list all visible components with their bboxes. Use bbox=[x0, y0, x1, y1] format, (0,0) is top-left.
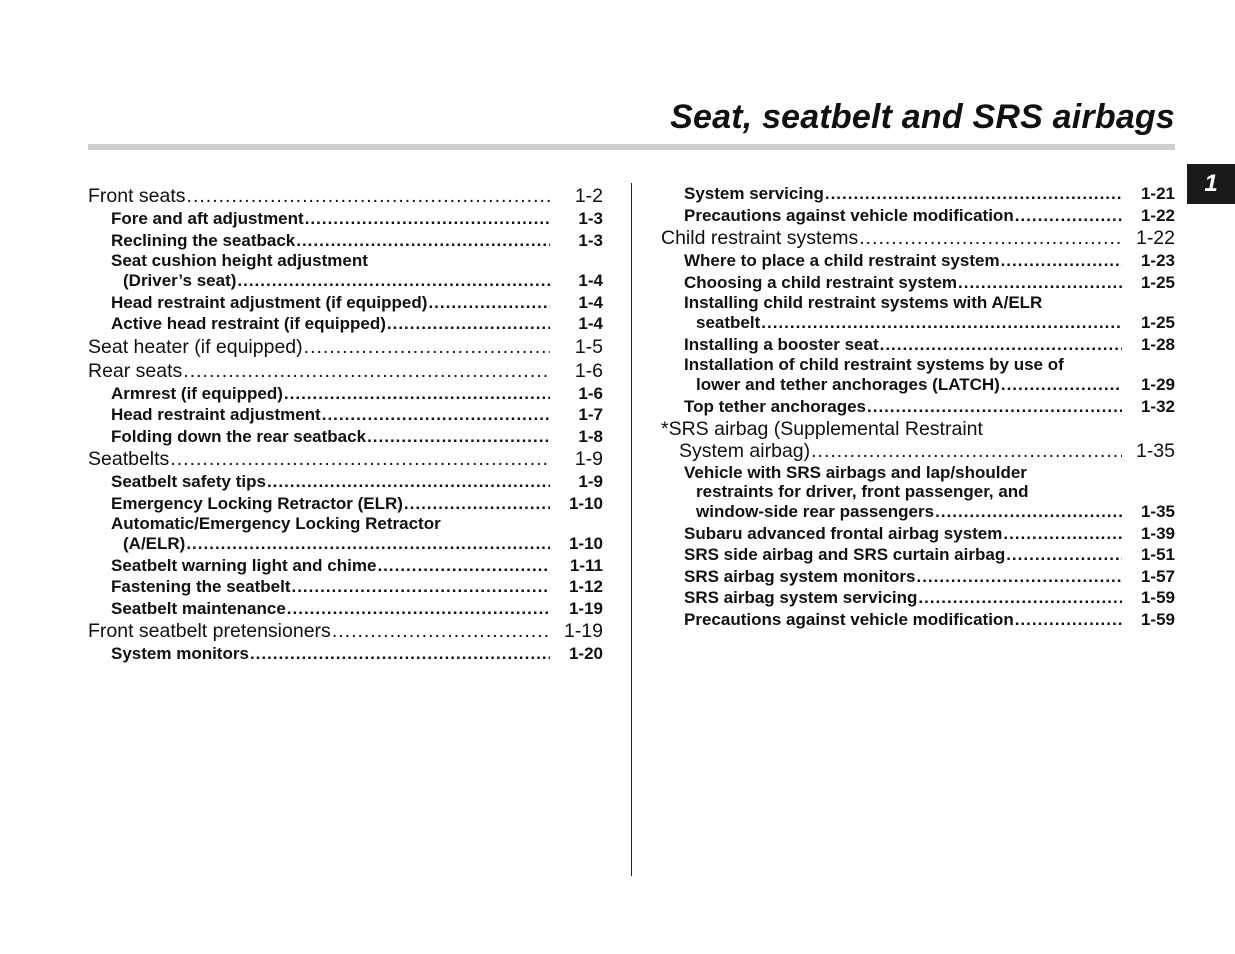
dot-leader bbox=[183, 360, 550, 383]
toc-entry[interactable] bbox=[88, 426, 603, 448]
toc-entry-title: Choosing a child restraint system bbox=[684, 272, 958, 292]
dot-leader bbox=[287, 598, 550, 620]
toc-page-number: 1-9 bbox=[578, 472, 603, 491]
toc-page-number: 1-25 bbox=[1140, 313, 1175, 332]
toc-entry-title: SRS side airbag and SRS curtain airbag bbox=[684, 545, 1006, 564]
toc-entry-title: Head restraint adjustment bbox=[111, 405, 321, 424]
toc-entry[interactable] bbox=[88, 292, 603, 314]
toc-entry[interactable] bbox=[88, 493, 603, 515]
toc-page-number: 1-12 bbox=[568, 577, 603, 596]
toc-entry[interactable] bbox=[88, 576, 603, 598]
dot-leader bbox=[267, 471, 550, 493]
dot-leader bbox=[918, 587, 1122, 609]
dot-leader bbox=[867, 396, 1122, 418]
toc-page-number: 1-10 bbox=[568, 534, 603, 553]
toc-right-column bbox=[661, 183, 1175, 630]
toc-page-number: 1-35 bbox=[1135, 440, 1175, 462]
dot-leader bbox=[1001, 374, 1122, 396]
toc-page-number: 1-3 bbox=[578, 209, 603, 228]
toc-entry-title: Seatbelt warning light and chime bbox=[111, 555, 377, 575]
toc-page-number: 1-19 bbox=[568, 598, 603, 618]
toc-entry-title: Seatbelt safety tips bbox=[111, 472, 266, 491]
toc-entry-title: Where to place a child restraint system bbox=[684, 251, 1000, 270]
toc-entry[interactable] bbox=[88, 598, 603, 620]
toc-page-number: 1-11 bbox=[569, 555, 603, 575]
toc-page-number: 1-19 bbox=[563, 620, 603, 642]
toc-entry[interactable] bbox=[661, 396, 1175, 418]
toc-entry[interactable] bbox=[661, 609, 1175, 631]
dot-leader bbox=[322, 404, 550, 426]
dot-leader bbox=[880, 334, 1122, 356]
toc-entry-title-line: Seat cushion height adjustment bbox=[111, 251, 368, 270]
dot-leader bbox=[377, 555, 550, 577]
toc-page-number: 1-4 bbox=[578, 314, 603, 333]
toc-entry-title: Front seatbelt pretensioners bbox=[88, 620, 331, 642]
chapter-title: Seat, seatbelt and SRS airbags bbox=[670, 98, 1175, 136]
toc-page-number: 1-6 bbox=[574, 359, 603, 382]
toc-entry[interactable] bbox=[88, 643, 603, 665]
toc-page-number: 1-51 bbox=[1140, 545, 1175, 564]
toc-entry-title: SRS airbag system servicing bbox=[684, 588, 918, 607]
toc-page-number: 1-2 bbox=[574, 185, 603, 207]
toc-entry-title: (A/ELR) bbox=[123, 534, 186, 553]
dot-leader bbox=[187, 185, 550, 208]
toc-entry-title: SRS airbag system monitors bbox=[684, 566, 916, 586]
toc-entry[interactable] bbox=[88, 471, 603, 493]
toc-entry[interactable] bbox=[661, 418, 1175, 463]
toc-entry[interactable] bbox=[88, 185, 603, 208]
toc-page-number: 1-4 bbox=[578, 271, 603, 290]
toc-page-number: 1-57 bbox=[1140, 566, 1175, 586]
dot-leader bbox=[1001, 250, 1122, 272]
chapter-number-tab: 1 bbox=[1187, 164, 1235, 204]
toc-entry-title: Seatbelt maintenance bbox=[111, 598, 286, 618]
toc-entry[interactable] bbox=[88, 208, 603, 230]
toc-entry[interactable] bbox=[661, 183, 1175, 205]
toc-page-number: 1-22 bbox=[1135, 227, 1175, 249]
toc-entry-title: Front seats bbox=[88, 185, 186, 207]
toc-entry-title: seatbelt bbox=[696, 313, 761, 332]
toc-entry[interactable] bbox=[661, 587, 1175, 609]
toc-entry[interactable] bbox=[661, 205, 1175, 227]
toc-entry[interactable] bbox=[661, 293, 1175, 334]
toc-page-number: 1-28 bbox=[1140, 334, 1175, 354]
toc-entry[interactable] bbox=[88, 251, 603, 292]
toc-entry-title: Subaru advanced frontal airbag system bbox=[684, 523, 1003, 543]
toc-entry[interactable] bbox=[661, 227, 1175, 250]
dot-leader bbox=[250, 643, 550, 665]
toc-entry[interactable] bbox=[661, 463, 1175, 523]
dot-leader bbox=[859, 227, 1122, 250]
toc-entry-title: Installing a booster seat bbox=[684, 334, 879, 354]
toc-page-number: 1-25 bbox=[1140, 272, 1175, 292]
toc-entry-title-line: restraints for driver, front passenger, and bbox=[696, 482, 1029, 501]
toc-page-number: 1-35 bbox=[1140, 502, 1175, 521]
toc-entry-title: Fore and aft adjustment bbox=[111, 209, 304, 228]
toc-entry-title: Precautions against vehicle modification bbox=[684, 609, 1014, 629]
toc-page-number: 1-5 bbox=[574, 335, 603, 358]
dot-leader bbox=[761, 312, 1122, 334]
toc-left-column bbox=[88, 185, 603, 665]
toc-entry-title-line: Vehicle with SRS airbags and lap/shoulder bbox=[684, 463, 1027, 482]
toc-entry-title: Seat heater (if equipped) bbox=[88, 335, 303, 358]
toc-entry-title: System airbag) bbox=[679, 440, 811, 462]
dot-leader bbox=[1006, 544, 1122, 566]
dot-leader bbox=[296, 230, 550, 252]
dot-leader bbox=[305, 208, 550, 230]
dot-leader bbox=[825, 183, 1122, 205]
toc-entry[interactable] bbox=[661, 250, 1175, 272]
toc-entry-title: Top tether anchorages bbox=[684, 396, 866, 416]
toc-entry-title-line: *SRS airbag (Supplemental Restraint bbox=[661, 418, 983, 440]
toc-page-number: 1-7 bbox=[578, 405, 603, 424]
dot-leader bbox=[916, 566, 1122, 588]
dot-leader bbox=[170, 448, 550, 471]
toc-entry-title: Folding down the rear seatback bbox=[111, 426, 367, 446]
toc-entry-title: Active head restraint (if equipped) bbox=[111, 314, 386, 333]
toc-entry[interactable] bbox=[88, 360, 603, 383]
dot-leader bbox=[237, 270, 550, 292]
toc-entry[interactable] bbox=[88, 555, 603, 577]
dot-leader bbox=[186, 533, 550, 555]
toc-page-number: 1-8 bbox=[578, 426, 603, 446]
toc-page-number: 1-59 bbox=[1140, 609, 1175, 629]
toc-entry-title: Fastening the seatbelt bbox=[111, 577, 291, 596]
toc-entry[interactable] bbox=[661, 272, 1175, 294]
toc-entry[interactable] bbox=[88, 404, 603, 426]
toc-entry-title: System servicing bbox=[684, 184, 824, 203]
toc-entry-title-line: Automatic/Emergency Locking Retractor bbox=[111, 514, 441, 533]
dot-leader bbox=[811, 440, 1122, 463]
toc-page-number: 1-20 bbox=[568, 644, 603, 663]
toc-entry-title: Rear seats bbox=[88, 359, 183, 382]
toc-page-number: 1-3 bbox=[578, 230, 603, 250]
toc-page-number: 1-10 bbox=[568, 493, 603, 513]
toc-entry[interactable] bbox=[88, 313, 603, 335]
toc-entry[interactable] bbox=[88, 514, 603, 555]
dot-leader bbox=[1015, 205, 1122, 227]
dot-leader bbox=[428, 292, 550, 314]
toc-entry-title: Precautions against vehicle modification bbox=[684, 205, 1014, 225]
toc-entry-title: (Driver’s seat) bbox=[123, 271, 237, 290]
toc-entry-title: window-side rear passengers bbox=[696, 502, 935, 521]
toc-entry[interactable] bbox=[88, 230, 603, 252]
dot-leader bbox=[304, 336, 550, 359]
toc-entry-title: Emergency Locking Retractor (ELR) bbox=[111, 493, 403, 513]
column-divider bbox=[631, 183, 632, 876]
toc-entry[interactable] bbox=[661, 355, 1175, 396]
toc-entry[interactable] bbox=[88, 383, 603, 405]
toc-entry[interactable] bbox=[88, 336, 603, 359]
dot-leader bbox=[291, 576, 550, 598]
dot-leader bbox=[958, 272, 1122, 294]
toc-entry[interactable] bbox=[661, 566, 1175, 588]
toc-entry-title: Child restraint systems bbox=[661, 227, 859, 249]
toc-page-number: 1-21 bbox=[1140, 184, 1175, 203]
toc-page-number: 1-6 bbox=[578, 383, 603, 403]
toc-page-number: 1-32 bbox=[1140, 396, 1175, 416]
toc-entry-title: Armrest (if equipped) bbox=[111, 383, 283, 403]
dot-leader bbox=[387, 313, 550, 335]
toc-page-number: 1-4 bbox=[578, 292, 603, 312]
toc-page-number: 1-39 bbox=[1140, 523, 1175, 543]
dot-leader bbox=[404, 493, 550, 515]
title-rule bbox=[88, 144, 1175, 150]
toc-page-number: 1-9 bbox=[574, 448, 603, 470]
dot-leader bbox=[332, 620, 550, 643]
toc-entry-title-line: Installing child restraint systems with A/ELR bbox=[684, 293, 1043, 312]
toc-entry-title: Seatbelts bbox=[88, 448, 170, 470]
toc-entry[interactable] bbox=[661, 523, 1175, 545]
toc-page-number: 1-22 bbox=[1140, 205, 1175, 225]
toc-entry-title: Head restraint adjustment (if equipped) bbox=[111, 292, 428, 312]
toc-page-number: 1-23 bbox=[1140, 251, 1175, 270]
dot-leader bbox=[367, 426, 550, 448]
toc-entry[interactable] bbox=[661, 544, 1175, 566]
toc-entry-title-line: Installation of child restraint systems by use of bbox=[684, 355, 1064, 374]
toc-entry-title: lower and tether anchorages (LATCH) bbox=[696, 375, 1000, 394]
toc-entry-title: Reclining the seatback bbox=[111, 230, 296, 250]
dot-leader bbox=[1015, 609, 1122, 631]
toc-entry[interactable] bbox=[88, 448, 603, 471]
dot-leader bbox=[935, 501, 1122, 523]
toc-entry[interactable] bbox=[661, 334, 1175, 356]
toc-entry[interactable] bbox=[88, 620, 603, 643]
dot-leader bbox=[1003, 523, 1122, 545]
toc-page-number: 1-29 bbox=[1140, 375, 1175, 394]
dot-leader bbox=[284, 383, 550, 405]
toc-page-number: 1-59 bbox=[1140, 588, 1175, 607]
toc-entry-title: System monitors bbox=[111, 644, 249, 663]
